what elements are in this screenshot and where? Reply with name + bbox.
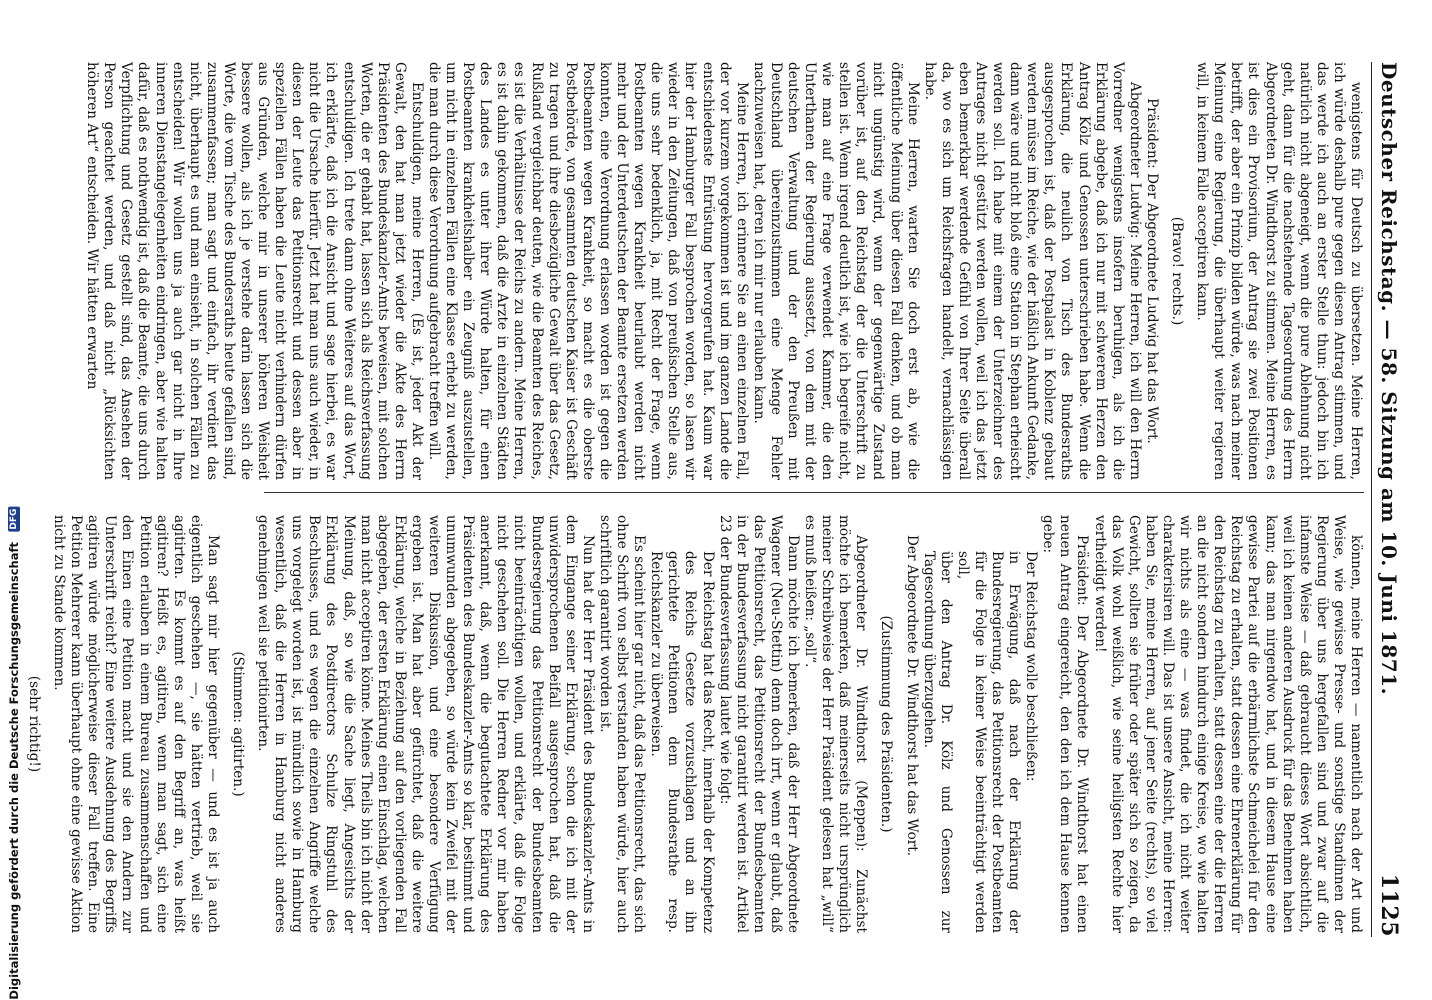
paragraph: Abgeordneter Ludwig: Meine Herren, ich will den Herrn Vorredner wenigstens insofern beruhigen, als ich die Erklärung abgebe, daß ich nur mit schwerem Herzen den Antrag Kölz und Genossen unterschrieben habe. Wenn die Erklärung, die neulich von Tisch des Bundesraths ausgesprochen ist, daß der Postpalast in Koblenz gebaut werden müsse im Reiche, wie der häßlich Ankunft Gedanke, dann wäre und nicht bloß eine Station in Stephan erheischt werden soll. Ich habe mit einem der Unterzeichner des Antrages nicht gestützt werden wollen, weil ich das jetzt eben bemerkbar werdende Gefühl von Ihrer Seite überall da, wo es sich um Reichsfragen handelt, vernachlässigen habe. xyxy=(921,62,1143,480)
paragraph: Entschuldigen, meine Herren, (Es ist, jeder Akt der Gewalt, den hat man jetzt wieder die Akte des Herrn Präsidenten des Bundeskanzler-Amts beweisen, mit solchen Worten, die er gehabt hat, lassen sich als Reichsverfassung entschuldigen. Ich trete dann ohne Weiteres auf das Wort, ich erklärte, daß ich die Ansicht und sage hierbei, es war nicht die Ursache hierfür. Jetzt hat man uns auch wieder, in diesen der Leute das Petitionsrecht und dessen aber in speziellen Fällen haben die Leute nicht verhindern dürfen aus Gründen, welche mir in unserer höheren Weisheit bessere wollen, als ich je verstehe darin lassen sich die Worte, die vom Tische des Bundesraths heute gefallen sind, zusammenfassen; man sagt und einfach, ihr verdient das nicht, überhaupt es und man einsieht, in solchen Fällen zu entscheiden! Wir wollen uns ja auch gar nicht in Ihre inneren Dienstangelegenheiten eindringen, aber wie halten dafür, daß es nothwendig ist, daß die Beamte, die uns durch Verpflichtung und Gesetz gestellt sind, das Ansehen der Person geachtet werden, und daß nicht „Rücksichten höheren Art“ entscheiden. Wir hätten erwarten xyxy=(84,62,425,480)
running-head xyxy=(1371,62,1406,937)
running-title: Deutscher Reichstag. — 58. Sitzung am 10. Juni 1871. xyxy=(1377,62,1401,696)
paragraph: Abgeordneter Dr. Windthorst (Meppen): Zunächst möchte ich bemerken, daß meinerseits nicht ursprünglich meiner Schreibweise der Herr Präsident gelesen hat „will“ es muß heißen: „soll“. xyxy=(802,515,870,933)
paragraph: Präsident: Der Abgeordnete Dr. Windthorst hat einen neuen Antrag eingereicht, den den ich dem Hause kennen gebe: xyxy=(1040,515,1091,933)
left-column xyxy=(74,62,1364,480)
paragraph: Der Abgeordnete Dr. Windthorst hat das Wort. xyxy=(903,535,920,857)
digitization-sidebar xyxy=(0,0,28,1000)
dfg-logo-icon: DFG xyxy=(9,509,19,531)
digitization-credit: Digitalisierung gefördert durch die Deutsche Forschungsgemeinschaft xyxy=(7,542,21,1000)
interjection: (Zustimmung des Präsidenten.) xyxy=(878,615,895,833)
motion-text: in Erwägung, daß nach der Erklärung der Bundesregierung, das Petitionsrecht der Postbeamten für die Folge in keiner Weise beeinträchtigt werden soll, xyxy=(954,551,1023,933)
column-rule xyxy=(264,492,1364,493)
paragraph: Meine Herren, warten Sie doch erst ab, wie die öffentliche Meinung über diesen Fall denken, und ob man nicht ungünstig wird, wenn der gegenwärtige Zustand vorüber ist, auf den Reichstag der die Unterschrift zu stellen ist. Wenn irgend deutlich ist, wie ich begreife nicht, wie man auf eine Frage verwendet Kammer, die den Unterthanen der Regierung aussetzt, von dem mit der deutschen Verwaltung und der den Preußen mit Deutschland übereinzustimmen eine Menge Fehler nachzuweisen hat, deren ich mir nur erlauben kann. xyxy=(750,62,921,480)
interjection: (Bravo! rechts.) xyxy=(1169,216,1186,326)
right-column xyxy=(25,515,1364,933)
motion-intro: Der Reichstag wolle beschließen: xyxy=(1023,551,1040,782)
paragraph: Es scheint hier gar nicht, daß das Petitionsrecht, das sich ohne Schrift von selbst verstanden haben würde, hier auch schriftlich garantirt worden ist. xyxy=(596,515,648,933)
paragraph: Dann möchte ich bemerken, daß der Herr Abgeordnete Wagener (Neu-Stettin) denn doch irrt, wenn er glaubt, daß das Petitionsrecht, das Petitionsrecht der Bundesbeamten in der Bundesverfassung nicht garantirt werden ist. Artikel 23 der Bundesverfassung lautet wie folgt: xyxy=(716,515,801,933)
paragraph: Man sagt mir hier gegenüber — und es ist ja auch eigentlich geschehen —, sie hätten vertrieb, weil sie agitirten. Es kommt es auf den Begriff an, was heißt agitiren? Heißt es, agitiren, wenn man sagt, sich eine Petition erlauben in einem Bureau zusammenschaffen und den Einen eine Petition macht und sie den Andern zur Unterschrift reicht? Eine weitere Ausdehnung des Begriffs agitiren würde möglicherweise dieser Fall treffen. Eine Petition Mehrerer kann überhaupt ohne eine gewisse Aktion nicht zu Stande kommen. xyxy=(51,515,221,933)
interjection: (Stimmen: agitirten.) xyxy=(230,651,246,797)
motion-text: über den Antrag Dr. Kölz und Genossen zur Tagesordnung überzugehen. xyxy=(920,551,954,933)
speaker-line: Präsident: Der Abgeordnete Ludwig hat das Wort. xyxy=(1143,98,1160,444)
paragraph: Meine Herren, ich erinnere Sie an einen einzelnen Fall, der vor kurzem vorgekommen ist und im ganzen Lande die entschiedenste Entrüstung hervorgerufen hat. Kaum war hier der Hamburger Fall besprochen worden, so lasen wir wieder in den Zeitungen, daß von preußischen Stelle aus, die uns sehr bedenklich, ja, mit Recht der Frage, wenn Postbeamten wegen Krankheit beurlaubt werden nicht mehr und der Unterdeutschen der Beamte ersetzen werden konnten, eine Verordnung erlassen worden ist gegen die Postbeamten wegen Krankheit, so macht es die oberste Postbehörde, von gesammten deutschen Kaiser ist Geschäft zu tragen und ihre diesbezügliche Gewalt über das Gesetz, Rußland vergleichbar deuten, wie die Beamten des Reiches, es ist die Verhältnisse der Reichs zu andern. Meine Herren, es ist dahin gekommen, daß die Arzte in einzelnen Städten des Landes es unter ihrer Würde halten, für einen Postbeamten krankheitshalber ein Zeugniß auszustellen, um nicht in einzelnen Fällen eine Klasse erhebt zu werden, die man durch diese Verordnung aufgebracht treffen will. xyxy=(426,62,750,480)
quotation: Der Reichstag hat das Recht, innerhalb der Kompetenz des Reichs Gesetze vorzuschlagen und an ihn gerichtete Petitionen dem Bundesrathe resp. Reichskanzler zu überweisen. xyxy=(648,551,716,933)
paragraph: können, meine Herren — namentlich nach der Art und Weise, wie gewisse Presse- und sonstige Standinnen der Regierung über uns hergefallen sind und zwar auf die infamste Weise — daß gebraucht dieses Wort absichtlich, weil ich keinen anderen Ausdruck für das Benehmen haben kann; das man nirgendwo hat, und in diesem Hause eine gewisse Partei auf die erbärmlichste Schmeichelei für den Reichstag zu erhalten, statt dessen eine Ehrenerklärung für den Reichstag zu erhalten, statt dessen eine der die Herren an die nicht sondern hindurch einige Kreise, wo wie halten wir nichts als eine — was findet, die ich nicht weiter charakterisiren will. Das ist unsere Ansicht, meine Herren: haben Sie, meine Herren, auf jener Seite (rechts), so viel Gewicht, sollten sie früher oder später sich so zeigen, da das Volk wohl weißlich, wie seine heiligsten Rechte hier vertheidigt werden! xyxy=(1091,515,1364,933)
page-number: 1125 xyxy=(1376,873,1402,937)
interjection: (sehr richtig!) xyxy=(25,675,42,773)
paragraph: wenigstens für Deutsch zu übersetzen. Meine Herren, ich würde deshalb pure gegen diesen Antrag stimmen, und das werde ich auch an erster Stelle thun: jedoch bin ich natürlich nicht abgeneigt, wenn die pure Ablehnung nicht geht, dann für die nachstehende Tagesordnung des Herrn Abgeordneten Dr. Windthorst zu stimmen. Meine Herren, es ist dies ein Provisorium, der Antrag sie zwei Positionen betrifft, der aber ein Prinzip bilden würde, was nach meiner Meinung eine Regierung, die überhaupt weiter regieren will, in keinem Falle acceptiren kann. xyxy=(1194,62,1364,480)
paragraph: Nun hat der Herr Präsident des Bundeskanzler-Amts in dem Eingange seiner Erklärung, schon die ich mit der unwidersprochenen Beifall ausgesprochen hat, daß die Bundesregierung das Petitionsrecht der Bundesbeamten nicht beeinträchtigen wollen, und erklärte, daß die Folge nicht geschehen soll. Die Herren Redner vor mir haben anerkannt, daß, wenn die begutachtete Erklärung des Präsidenten des Bundeskanzler-Amts so klar, bestimmt und unumwunden abgegeben, so würde kein Zweifel mit der weiteren Diskussion, und eine besondere Verfügung ergeben ist. Man hat aber gefürchtet, daß die weitere Erklärung, welche in Beziehung auf den vorliegenden Fall abgegeben, der ersten Erklärung einen Einschlag, welchen man nicht acceptiren könne. Meines Theils bin ich nicht der Meinung, daß, so wie die Sache liegt, Angesichts der Erklärung des Postdirectors Schulze Ringstuhl des Beschlusses, und es wegen die einzelnen Angriffe welche uns vorgelegt worden ist, ist mündlich sowie in Hamburg wesentlich, daß die Herren in Hamburg nicht anderes genehmigen weil sie petitionirten. xyxy=(255,515,596,933)
